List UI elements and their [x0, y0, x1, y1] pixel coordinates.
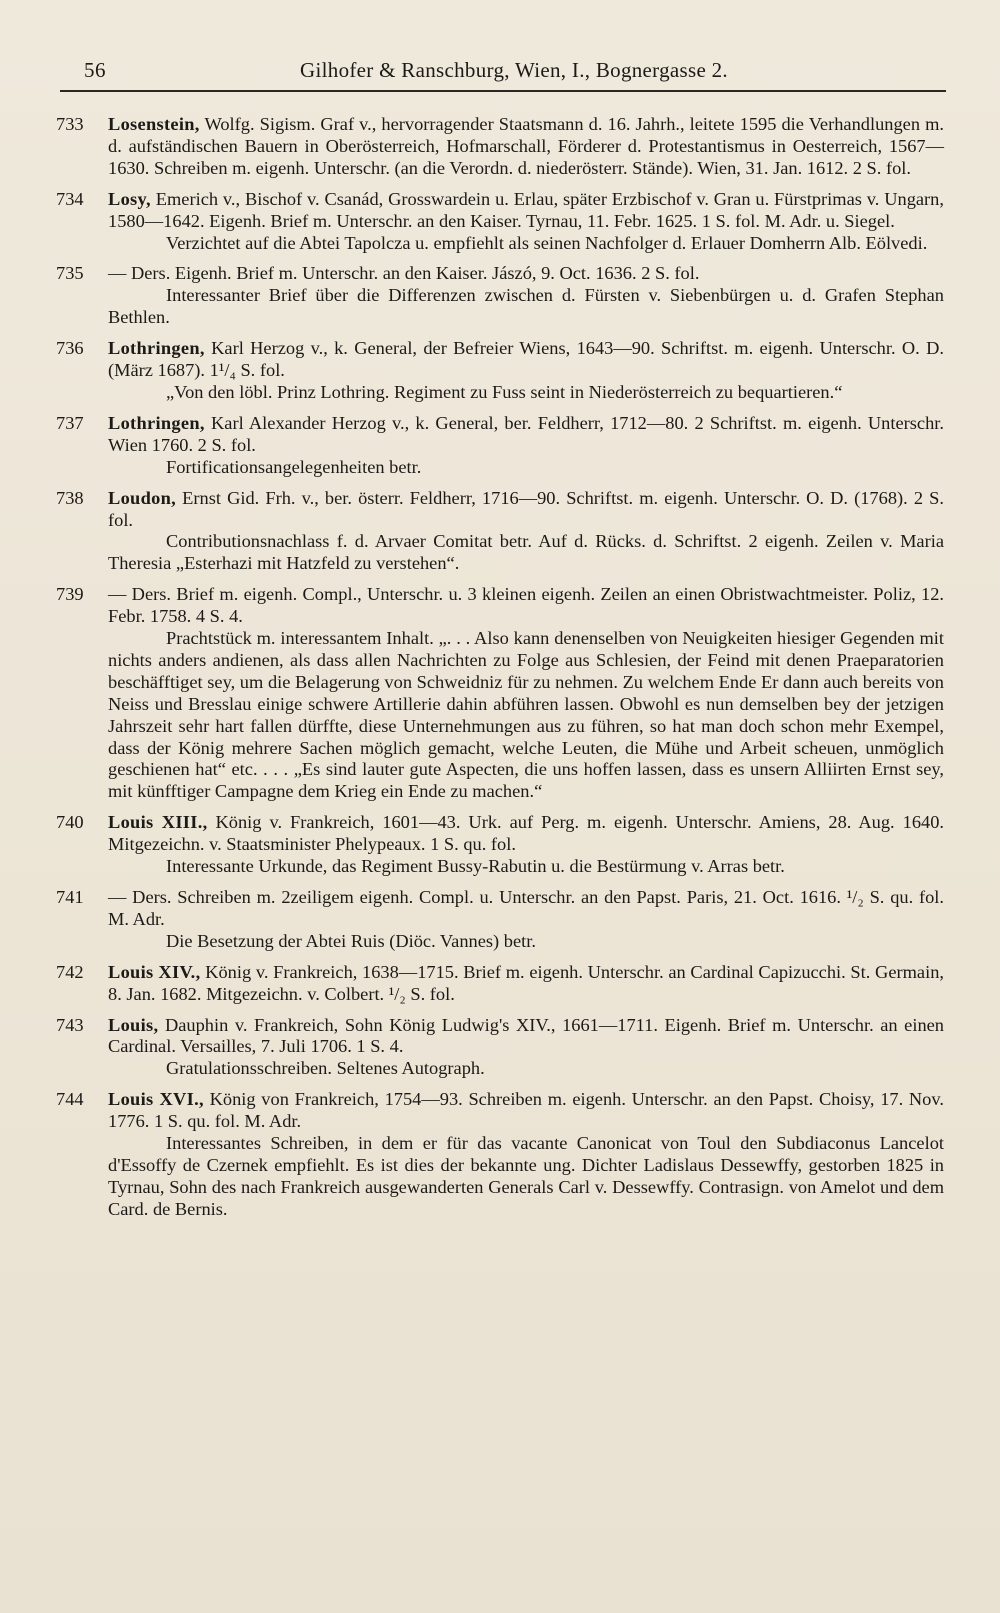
entry-note: Fortificationsangelegenheiten betr. [166, 456, 422, 477]
page-header [84, 58, 944, 92]
entry-description: Karl Alexander Herzog v., k. General, ber. Feldherr, 1712—80. 2 Schriftst. m. eigenh. Unterschr. Wien 1760. 2 S. fol. [108, 412, 944, 455]
catalogue-entries [56, 114, 944, 1230]
entry-main-text [108, 189, 944, 233]
entry-note: Die Besetzung der Abtei Ruis (Diöc. Vannes) betr. [166, 930, 536, 951]
entry-number: 744 [56, 1089, 84, 1110]
catalogue-entry-734 [56, 189, 944, 255]
entry-name: Lothringen, [108, 338, 205, 359]
entry-number: 743 [56, 1014, 84, 1035]
entry-number: 741 [56, 887, 84, 907]
entry-number: 733 [56, 114, 84, 134]
entry-main-text [108, 413, 944, 457]
entry-description: Wolfg. Sigism. Graf v., hervorragender Staatsmann d. 16. Jahrh., leitete 1595 die Verhandlungen m. d. aufständischen Bauern in Oberösterreich, Hofmarschall, Förderer d. Protestantismus in Oesterreich, 1567—1630. Schreiben m. eigenh. Unterschr. (an die Verordn. d. niederösterr. Stände). Wien, 31. Jan. 1612. 2 S. fol. [108, 114, 944, 178]
entry-main-text [108, 488, 944, 532]
catalogue-entry-737 [56, 413, 944, 479]
entry-note: Interessantes Schreiben, in dem er für das vacante Canonicat von Toul den Subdiaconus Lancelot d'Essoffy de Czernek empfiehlt. Es ist dies der bekannte ung. Dichter Ladislaus Dessewffy, gestorben 1825 in Tyrnau, Sohn des nach Frankreich ausgewanderten Generals Carl v. Dessewffy. Contrasign. von Amelot und dem Card. de Bernis. [108, 1133, 944, 1219]
entry-note: Interessante Urkunde, das Regiment Bussy-Rabutin u. die Bestürmung v. Arras betr. [166, 856, 785, 877]
entry-main-text [108, 1015, 944, 1059]
running-head: Gilhofer & Ranschburg, Wien, I., Bognergasse 2. [300, 58, 728, 82]
entry-description: Karl Herzog v., k. General, der Befreier Wiens, 1643—90. Schriftst. m. eigenh. Unterschr. O. D. (März 1687). 1¹/₄ S. fol. [108, 338, 944, 381]
entry-description: König von Frankreich, 1754—93. Schreiben m. eigenh. Unterschr. an den Papst. Choisy, 17. Nov. 1776. 1 S. qu. fol. M. Adr. [108, 1089, 944, 1132]
entry-note: Verzichtet auf die Abtei Tapolcza u. empfiehlt als seinen Nachfolger d. Erlauer Domherrn Alb. Eölvedi. [166, 232, 928, 253]
entry-description: — Ders. Brief m. eigenh. Compl., Unterschr. u. 3 kleinen eigenh. Zeilen an einen Obristwachtmeister. Poliz, 12. Febr. 1758. 4 S. 4. [108, 584, 944, 627]
header-rule [60, 90, 946, 92]
entry-name: Losy, [108, 188, 151, 209]
entry-name: Louis XIV., [108, 961, 201, 982]
entry-main-text [108, 962, 944, 1006]
entry-name: Loudon, [108, 487, 177, 508]
entry-main-text [108, 114, 944, 180]
catalogue-entry-743 [56, 1015, 944, 1081]
catalogue-entry-740 [56, 812, 944, 878]
catalogue-entry-742 [56, 962, 944, 1006]
entry-description: Ernst Gid. Frh. v., ber. österr. Feldherr, 1716—90. Schriftst. m. eigenh. Unterschr. O. D. (1768). 2 S. fol. [108, 487, 944, 530]
catalogue-entry-744 [56, 1089, 944, 1220]
entry-number: 738 [56, 487, 84, 508]
entry-note: Interessanter Brief über die Differenzen zwischen d. Fürsten v. Siebenbürgen u. d. Grafen Stephan Bethlen. [108, 285, 944, 328]
entry-note: Gratulationsschreiben. Seltenes Autograph. [166, 1058, 485, 1079]
entry-note: Prachtstück m. interessantem Inhalt. „. . . Also kann denenselben von Neuigkeiten hiesiger Gegenden mit nichts anders andienen, als dass allen Nachrichten zu Folge aus Schlesien, der Feind mit denen Praeparatorien beschäfftiget sey, um die Belagerung von Schweidniz für zu nehmen. Zu welchem Ende Er dann auch bereits von Neiss und Bresslau einige schwere Artillerie dahin abführen lassen. Obwohl es nun demselben bey der jetzigen Jahrszeit sehr hart fallen dürffte, diese Unternehmungen aus zu führen, so hat man doch schon mehr Exempel, dass der König mehrere Sachen möglich gemacht, welche Leuten, die Mühe und Arbeit scheuen, unmöglich geschienen hat“ etc. . . . „Es sind lauter gute Aspecten, die uns hoffen lassen, dass es unsern Alliirten Ernst sey, mit künfftiger Campagne dem Krieg ein Ende zu machen.“ [108, 628, 944, 802]
entry-name: Louis XIII., [108, 812, 208, 833]
entry-description: — Ders. Schreiben m. 2zeiligem eigenh. Compl. u. Unterschr. an den Papst. Paris, 21. Oct. 1616. ¹/₂ S. qu. fol. M. Adr. [108, 887, 944, 929]
entry-main-text [108, 338, 944, 382]
entry-description: — Ders. Eigenh. Brief m. Unterschr. an den Kaiser. Jászó, 9. Oct. 1636. 2 S. fol. [108, 263, 700, 284]
entry-number: 737 [56, 412, 84, 433]
entry-description: Emerich v., Bischof v. Csanád, Grosswardein u. Erlau, später Erzbischof v. Gran u. Fürstprimas v. Ungarn, 1580—1642. Eigenh. Brief m. Unterschr. an den Kaiser. Tyrnau, 11. Febr. 1625. 1 S. fol. M. Adr. u. Siegel. [108, 188, 944, 231]
entry-name: Louis XVI., [108, 1089, 204, 1110]
entry-number: 735 [56, 263, 84, 284]
catalogue-entry-736 [56, 338, 944, 404]
entry-main-text [108, 887, 944, 931]
catalogue-entry-735 [56, 263, 944, 329]
entry-note: „Von den löbl. Prinz Lothring. Regiment zu Fuss seint in Niederösterreich zu bequartieren.“ [166, 381, 843, 402]
entry-name: Louis, [108, 1014, 159, 1035]
entry-note: Contributionsnachlass f. d. Arvaer Comitat betr. Auf d. Rücks. d. Schriftst. 2 eigenh. Zeilen v. Maria Theresia „Esterhazi mit Hatzfeld zu verstehen“. [108, 531, 944, 574]
entry-number: 740 [56, 812, 84, 833]
entry-main-text [108, 812, 944, 856]
catalogue-entry-739 [56, 584, 944, 803]
entry-description: König v. Frankreich, 1638—1715. Brief m. eigenh. Unterschr. an Cardinal Capizucchi. St. Germain, 8. Jan. 1682. Mitgezeichn. v. Colbert. ¹/₂ S. fol. [108, 961, 944, 1004]
entry-number: 734 [56, 188, 84, 209]
entry-name: Lothringen, [108, 412, 205, 433]
entry-main-text [108, 263, 944, 285]
entry-description: König v. Frankreich, 1601—43. Urk. auf Perg. m. eigenh. Unterschr. Amiens, 28. Aug. 1640. Mitgezeichn. v. Staatsminister Phelypeaux. 1 S. qu. fol. [108, 812, 944, 855]
entry-name: Losenstein, [108, 114, 200, 134]
page-number: 56 [84, 58, 106, 82]
entry-main-text [108, 1089, 944, 1133]
entry-number: 739 [56, 584, 84, 605]
entry-description: Dauphin v. Frankreich, Sohn König Ludwig's XIV., 1661—1711. Eigenh. Brief m. Unterschr. an einen Cardinal. Versailles, 7. Juli 1706. 1 S. 4. [108, 1014, 944, 1057]
entry-number: 736 [56, 338, 84, 359]
catalogue-entry-738 [56, 488, 944, 576]
entry-number: 742 [56, 961, 84, 982]
catalogue-entry-733 [56, 114, 944, 180]
catalogue-entry-741 [56, 887, 944, 953]
entry-main-text [108, 584, 944, 628]
